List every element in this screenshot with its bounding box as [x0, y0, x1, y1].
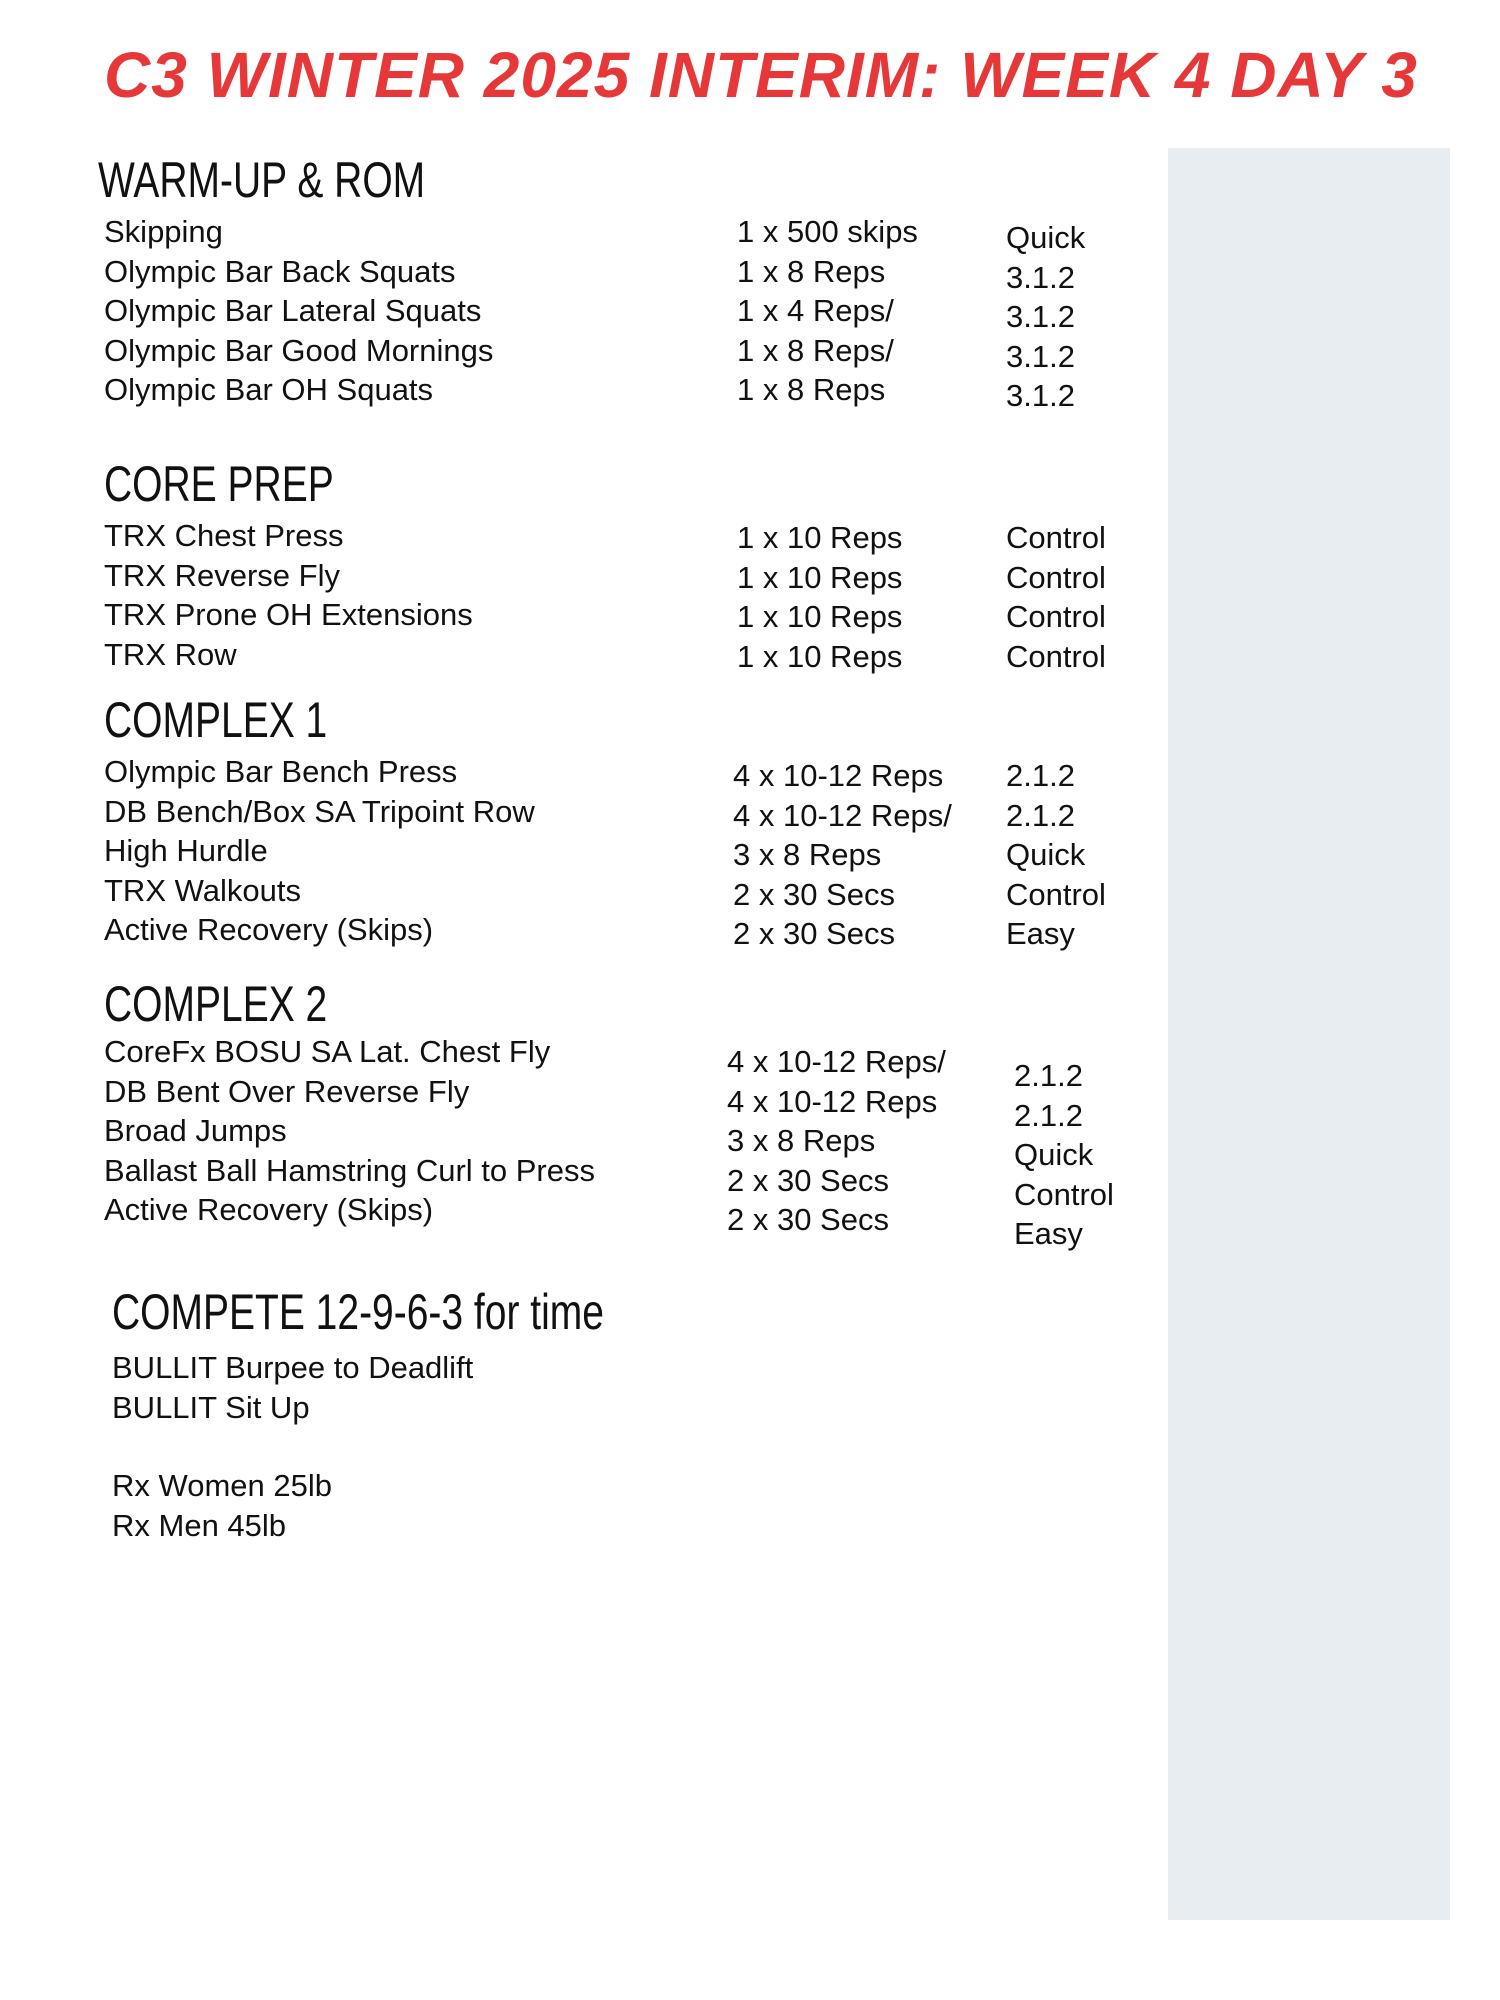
exercise-volume: 2 x 30 Secs: [727, 1162, 889, 1198]
exercise-tempo: Control: [1006, 559, 1106, 595]
section-heading-compete: COMPETE 12-9-6-3 for time: [112, 1284, 604, 1340]
compete-rx-list: [112, 1466, 332, 1545]
exercise-tempo: 3.1.2: [1006, 338, 1075, 374]
tempo-list-complex-2: [1014, 1056, 1114, 1254]
exercise-list-core-prep: [104, 516, 473, 674]
compete-exercise-list: [112, 1348, 473, 1427]
exercise-volume: 3 x 8 Reps: [733, 837, 882, 872]
volume-list-warmup: [737, 212, 918, 410]
exercise-volume: 2 x 30 Secs: [727, 1202, 889, 1237]
exercise-tempo: Control: [1006, 876, 1106, 912]
exercise-volume: 1 x 10 Reps: [737, 520, 903, 555]
exercise-name: DB Bent Over Reverse Fly: [104, 1073, 470, 1109]
volume-list-complex-1: [733, 756, 952, 954]
exercise-volume: 1 x 8 Reps: [737, 372, 886, 407]
exercise-tempo: 3.1.2: [1006, 299, 1075, 334]
exercise-tempo: 3.1.2: [1006, 259, 1075, 295]
exercise-volume: 4 x 10-12 Reps: [733, 758, 944, 793]
exercise-name: CoreFx BOSU SA Lat. Chest Fly: [104, 1034, 551, 1069]
rx-weight: Rx Men 45lb: [112, 1507, 287, 1543]
exercise-tempo: Quick: [1014, 1137, 1094, 1172]
exercise-name: TRX Row: [104, 636, 237, 672]
exercise-name: DB Bench/Box SA Tripoint Row: [104, 793, 535, 829]
exercise-volume: 2 x 30 Secs: [733, 916, 895, 951]
exercise-tempo: Easy: [1006, 916, 1075, 951]
exercise-name: Ballast Ball Hamstring Curl to Press: [104, 1152, 595, 1188]
exercise-volume: 4 x 10-12 Reps: [727, 1083, 938, 1119]
exercise-volume: 2 x 30 Secs: [733, 876, 895, 912]
exercise-tempo: Control: [1006, 599, 1106, 634]
exercise-name: TRX Reverse Fly: [104, 557, 340, 593]
exercise-name: Active Recovery (Skips): [104, 912, 434, 947]
exercise-volume: 1 x 10 Reps: [737, 599, 903, 634]
section-heading-complex-1: COMPLEX 1: [104, 692, 328, 748]
exercise-volume: 1 x 8 Reps/: [737, 332, 894, 368]
exercise-tempo: 2.1.2: [1014, 1097, 1083, 1133]
exercise-tempo: Control: [1006, 638, 1106, 674]
exercise-tempo: 2.1.2: [1014, 1058, 1083, 1093]
exercise-tempo: Easy: [1014, 1216, 1083, 1251]
exercise-name: TRX Walkouts: [104, 872, 301, 908]
exercise-name: TRX Prone OH Extensions: [104, 597, 473, 632]
exercise-tempo: Control: [1014, 1176, 1114, 1212]
section-heading-core-prep: CORE PREP: [104, 456, 334, 512]
exercise-name: Olympic Bar OH Squats: [104, 372, 434, 407]
exercise-tempo: Quick: [1006, 220, 1086, 255]
exercise-volume: 1 x 10 Reps: [737, 559, 903, 595]
exercise-volume: 4 x 10-12 Reps/: [727, 1044, 946, 1079]
page-title: C3 WINTER 2025 INTERIM: WEEK 4 DAY 3: [104, 39, 1418, 111]
exercise-name: Olympic Bar Back Squats: [104, 253, 456, 289]
exercise-tempo: 3.1.2: [1006, 378, 1075, 413]
volume-list-complex-2: [727, 1042, 946, 1240]
exercise-list-complex-1: [104, 752, 535, 950]
exercise-tempo: 2.1.2: [1006, 758, 1075, 793]
exercise-list-warmup: [104, 212, 493, 410]
compete-exercise: BULLIT Sit Up: [112, 1389, 310, 1425]
tempo-list-core-prep: [1006, 518, 1106, 676]
exercise-volume: 3 x 8 Reps: [727, 1123, 876, 1158]
exercise-name: Olympic Bar Good Mornings: [104, 332, 494, 368]
volume-list-core-prep: [737, 518, 902, 676]
exercise-name: Skipping: [104, 214, 223, 249]
exercise-volume: 4 x 10-12 Reps/: [733, 797, 952, 833]
exercise-list-complex-2: [104, 1032, 595, 1230]
exercise-name: Olympic Bar Bench Press: [104, 754, 458, 789]
exercise-tempo: Control: [1006, 520, 1106, 555]
section-heading-complex-2: COMPLEX 2: [104, 976, 328, 1032]
compete-exercise: BULLIT Burpee to Deadlift: [112, 1350, 474, 1385]
exercise-volume: 1 x 4 Reps/: [737, 293, 894, 328]
exercise-volume: 1 x 10 Reps: [737, 638, 903, 674]
exercise-name: High Hurdle: [104, 833, 268, 868]
side-panel: [1168, 148, 1450, 1920]
exercise-volume: 1 x 8 Reps: [737, 253, 886, 289]
exercise-name: Olympic Bar Lateral Squats: [104, 293, 482, 328]
exercise-volume: 1 x 500 skips: [737, 214, 918, 249]
tempo-list-complex-1: [1006, 756, 1106, 954]
exercise-tempo: Quick: [1006, 837, 1086, 872]
exercise-name: TRX Chest Press: [104, 518, 344, 553]
rx-weight: Rx Women 25lb: [112, 1468, 332, 1503]
exercise-name: Active Recovery (Skips): [104, 1192, 434, 1227]
tempo-list-warmup: [1006, 218, 1085, 416]
section-heading-warmup: WARM-UP & ROM: [98, 152, 426, 208]
exercise-name: Broad Jumps: [104, 1113, 287, 1148]
exercise-tempo: 2.1.2: [1006, 797, 1075, 833]
